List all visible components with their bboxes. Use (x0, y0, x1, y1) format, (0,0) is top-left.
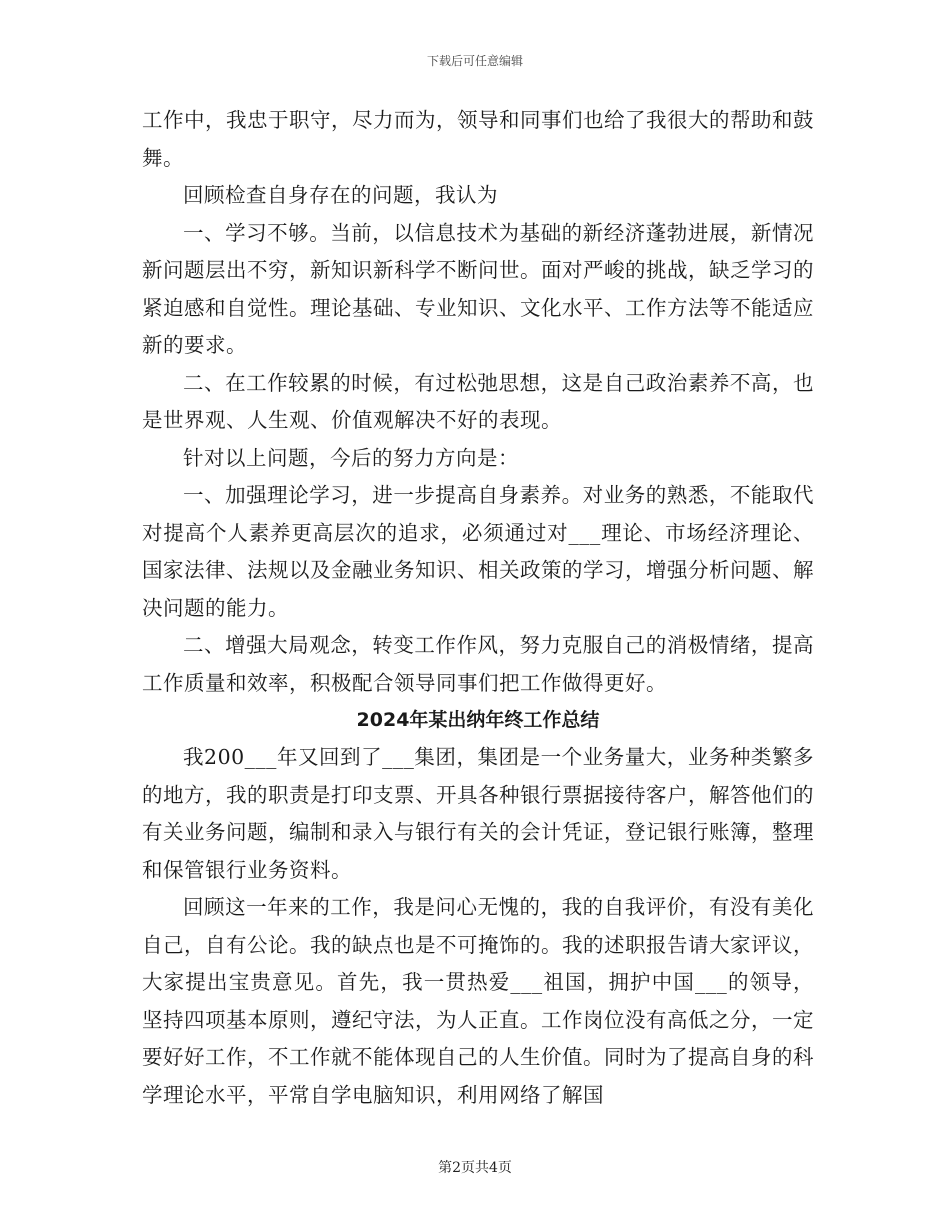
paragraph: 一、加强理论学习，进一步提高自身素养。对业务的熟悉，不能取代对提高个人素养更高层次的追求，必须通过对___理论、市场经济理论、国家法律、法规以及金融业务知识、相关政策的学习，增强分析问题、解决问题的能力。 (142, 483, 814, 620)
paragraph: 一、学习不够。当前，以信息技术为基础的新经济蓬勃进展，新情况新问题层出不穷，新知识新科学不断问世。面对严峻的挑战，缺乏学习的紧迫感和自觉性。理论基础、专业知识、文化水平、工作方法等不能适应新的要求。 (142, 220, 814, 357)
paragraph: 二、增强大局观念，转变工作作风，努力克服自己的消极情绪，提高工作质量和效率，积极配合领导同事们把工作做得更好。 (142, 633, 814, 695)
section-paragraph: 回顾这一年来的工作，我是问心无愧的，我的自我评价，有没有美化自己，自有公论。我的缺点也是不可掩饰的。我的述职报告请大家评议，大家提出宝贵意见。首先，我一贯热爱___祖国，拥护中国___的领导，坚持四项基本原则，遵纪守法，为人正直。工作岗位没有高低之分，一定要好好工作，不工作就不能体现自己的人生价值。同时为了提高自身的科学理论水平，平常自学电脑知识，利用网络了解国 (142, 895, 814, 1107)
section-paragraph: 我200___年又回到了___集团，集团是一个业务量大，业务种类繁多的地方，我的职责是打印支票、开具各种银行票据接待客户，解答他们的有关业务问题，编制和录入与银行有关的会计凭证，登记银行账簿，整理和保管银行业务资料。 (142, 745, 814, 882)
paragraph: 针对以上问题，今后的努力方向是： (183, 445, 519, 470)
paragraph: 回顾检查自身存在的问题，我认为 (183, 183, 498, 207)
paragraph: 二、在工作较累的时候，有过松弛思想，这是自己政治素养不高，也是世界观、人生观、价值观解决不好的表现。 (142, 370, 814, 432)
paragraph: 工作中，我忠于职守，尽力而为，领导和同事们也给了我很大的帮助和鼓舞。 (142, 108, 814, 170)
page-footer: 第2页共4页 (438, 1160, 512, 1176)
document-body (142, 102, 814, 1114)
section-title: 2024年某出纳年终工作总结 (356, 709, 600, 731)
page-header: 下载后可任意编辑 (426, 54, 523, 68)
